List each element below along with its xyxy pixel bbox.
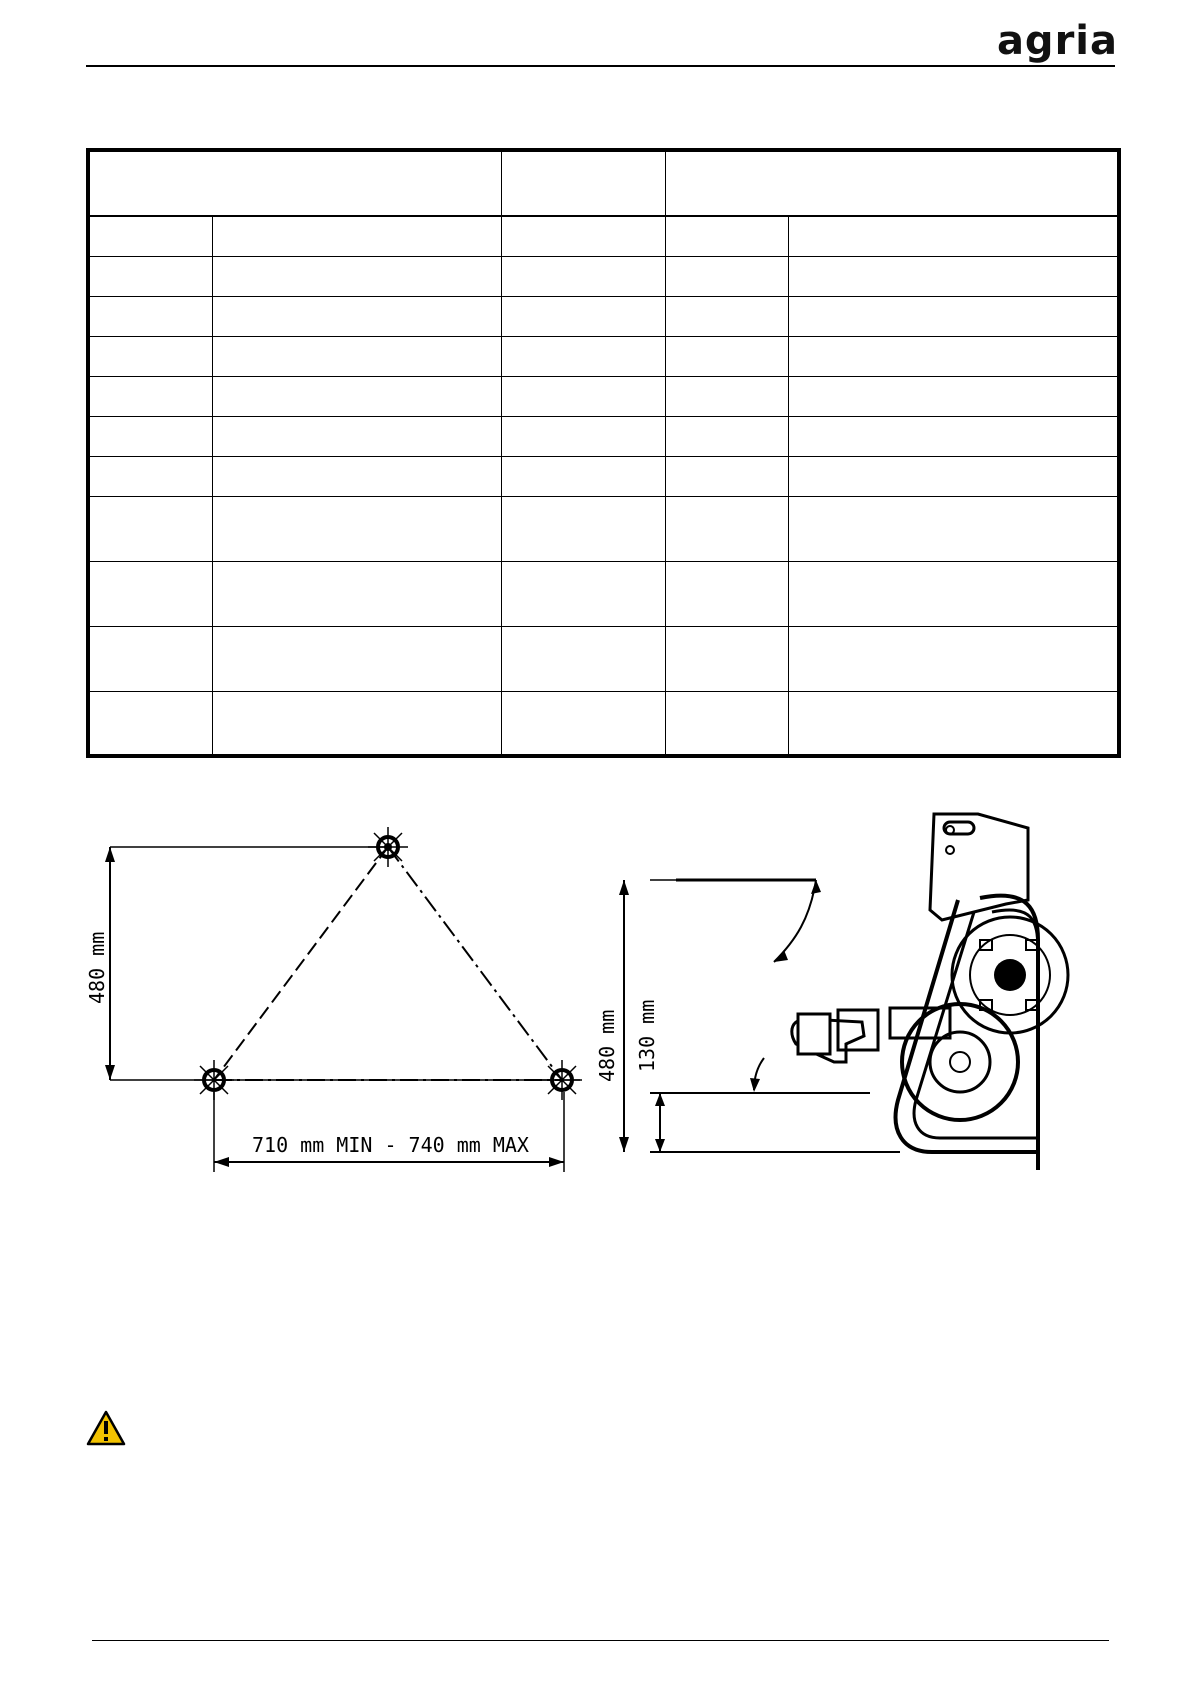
table-cell [212, 561, 501, 626]
table-cell [788, 496, 1119, 561]
table-row [88, 296, 1119, 336]
table-cell [788, 296, 1119, 336]
table-row [88, 416, 1119, 456]
table-cell [212, 456, 501, 496]
table-cell [788, 691, 1119, 756]
brand-logo: agria [996, 18, 1118, 64]
table-header-cell [665, 150, 1119, 216]
table-cell [88, 561, 212, 626]
table-row [88, 691, 1119, 756]
table-cell [665, 296, 788, 336]
table-cell [788, 376, 1119, 416]
table-cell [788, 456, 1119, 496]
table-cell [212, 336, 501, 376]
table-cell [212, 216, 501, 256]
table-cell [501, 216, 665, 256]
table-cell [665, 416, 788, 456]
table-cell [501, 416, 665, 456]
table-row [88, 216, 1119, 256]
table-cell [501, 561, 665, 626]
table-cell [88, 336, 212, 376]
footer-divider [92, 1640, 1109, 1641]
table-cell [88, 216, 212, 256]
table-cell [665, 336, 788, 376]
table-header-cell [501, 150, 665, 216]
table-cell [665, 496, 788, 561]
table-row [88, 496, 1119, 561]
table-row [88, 256, 1119, 296]
table-cell [501, 691, 665, 756]
table-row [88, 456, 1119, 496]
wheel [902, 1004, 1018, 1120]
table-row [88, 561, 1119, 626]
right-height-label: 480 mm [595, 1009, 619, 1082]
table-cell [665, 691, 788, 756]
table-cell [501, 336, 665, 376]
table-cell [212, 691, 501, 756]
table-cell [788, 336, 1119, 376]
table-row [88, 336, 1119, 376]
table-cell [88, 496, 212, 561]
table-cell [501, 256, 665, 296]
table-cell [88, 256, 212, 296]
header-divider [86, 65, 1115, 67]
table-cell [665, 216, 788, 256]
table-cell [788, 561, 1119, 626]
right-lower-pin [542, 1060, 582, 1100]
table-cell [88, 456, 212, 496]
warning-icon [86, 1410, 126, 1446]
table-cell [501, 456, 665, 496]
table-cell [501, 496, 665, 561]
right-hitch-label: 130 mm [635, 999, 659, 1072]
left-width-label: 710 mm MIN - 740 mm MAX [252, 1133, 529, 1157]
table-header-row [88, 150, 1119, 216]
table-cell [88, 296, 212, 336]
rotor-gear [952, 917, 1068, 1033]
table-row [88, 376, 1119, 416]
table-cell [212, 626, 501, 691]
table-cell [788, 626, 1119, 691]
spec-table [86, 148, 1121, 758]
hitch-triangle-diagram [80, 800, 600, 1190]
table-header-cell [88, 150, 501, 216]
table-cell [212, 296, 501, 336]
table-cell [788, 416, 1119, 456]
hitch-hook [792, 1010, 878, 1062]
table-cell [665, 561, 788, 626]
table-row [88, 626, 1119, 691]
table-cell [212, 496, 501, 561]
table-cell [788, 256, 1119, 296]
table-cell [212, 416, 501, 456]
table-cell [88, 691, 212, 756]
table-cell [501, 296, 665, 336]
left-height-label: 480 mm [85, 931, 109, 1004]
table-cell [501, 626, 665, 691]
table-cell [88, 626, 212, 691]
table-cell [501, 376, 665, 416]
table-cell [788, 216, 1119, 256]
table-cell [88, 376, 212, 416]
table-cell [212, 376, 501, 416]
table-cell [665, 456, 788, 496]
top-link-pin [368, 827, 408, 867]
table-cell [665, 376, 788, 416]
table-cell [665, 256, 788, 296]
table-cell [212, 256, 501, 296]
table-cell [88, 416, 212, 456]
table-cell [665, 626, 788, 691]
hitch-side-view-diagram [595, 800, 1010, 1190]
